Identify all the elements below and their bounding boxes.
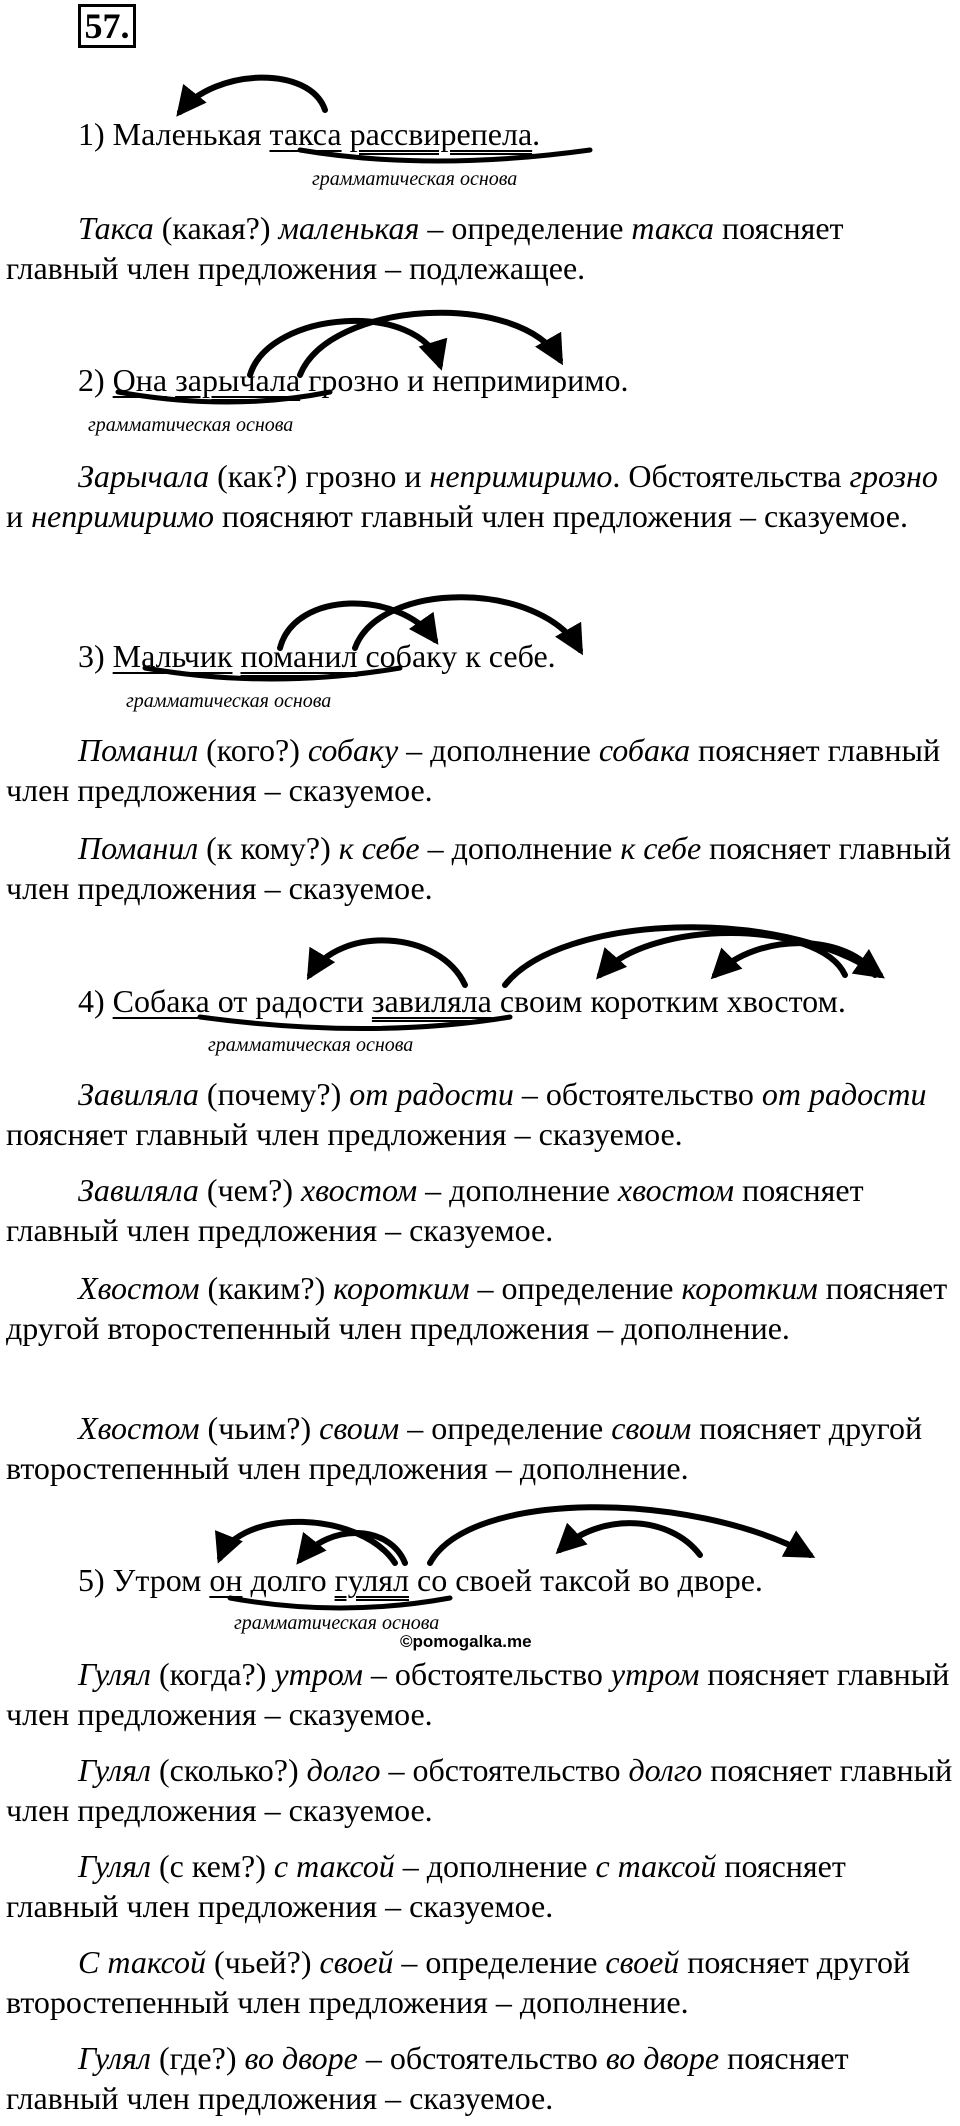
predicate-word: завиляла	[371, 983, 492, 1019]
grammar-label: грамматическая основа	[234, 1612, 440, 1634]
sentence-1	[78, 116, 540, 152]
arc-s5-c	[430, 1507, 810, 1563]
paragraph-s4-2: Завиляла (чем?) хвостом – дополнение хвостом поясняет главный член предложения – сказуемое.	[6, 1172, 864, 1248]
subject-word: Мальчик	[112, 638, 233, 674]
paragraph-s5-1: Гулял (когда?) утром – обстоятельство утром поясняет главный член предложения – сказуемое.	[6, 1656, 950, 1732]
paragraph-s4-3: Хвостом (каким?) коротким – определение коротким поясняет другой второстепенный член предложения – дополнение.	[6, 1270, 948, 1346]
sentence-number: 1)	[78, 116, 105, 152]
grammar-label: грамматическая основа	[208, 1034, 414, 1056]
paragraph-s3-1: Поманил (кого?) собаку – дополнение собака поясняет главный член предложения – сказуемое.	[6, 732, 941, 808]
sentence-5	[78, 1562, 763, 1598]
sentence-3	[78, 638, 556, 674]
grammar-label: грамматическая основа	[126, 690, 332, 712]
paragraph-s3-2: Поманил (к кому?) к себе – дополнение к себе поясняет главный член предложения – сказуемое.	[6, 830, 952, 906]
predicate-word: поманил	[240, 638, 358, 674]
subject-word: он	[209, 1562, 243, 1598]
paragraph-s1-1: Такса (какая?) маленькая – определение такса поясняет главный член предложения – подлежащее.	[6, 210, 844, 286]
arc-s4-d	[715, 943, 875, 975]
predicate-word: гулял	[334, 1562, 409, 1598]
arc-s4-a	[310, 940, 465, 985]
arc-s5-b	[300, 1533, 405, 1563]
sentence-rest: со своей таксой во дворе.	[408, 1562, 763, 1598]
sentence-number: 5)	[78, 1562, 105, 1598]
word: долго	[242, 1562, 335, 1598]
sentence-4	[78, 983, 846, 1019]
paragraph-s4-4: Хвостом (чьим?) своим – определение своим поясняет другой второстепенный член предложения – дополнение.	[6, 1410, 923, 1486]
arc-s5-a	[220, 1522, 395, 1563]
paragraph-s4-1: Завиляла (почему?) от радости – обстоятельство от радости поясняет главный член предложения – сказуемое.	[6, 1076, 927, 1152]
word: Утром	[112, 1562, 202, 1598]
sentence-rest: собаку к себе.	[357, 638, 556, 674]
sentence-number: 2)	[78, 362, 105, 398]
arc-s4-b	[505, 927, 880, 985]
task-number: 57.	[78, 4, 136, 48]
arc-s4-c	[600, 933, 845, 975]
sentence-2	[78, 362, 629, 398]
paragraph-s5-2: Гулял (сколько?) долго – обстоятельство долго поясняет главный член предложения – сказуемое.	[6, 1752, 953, 1828]
arc-s1-main	[180, 78, 325, 112]
sentence-number: 4)	[78, 983, 105, 1019]
sentence-number: 3)	[78, 638, 105, 674]
subject-word: такса	[269, 116, 342, 152]
grammar-label: грамматическая основа	[312, 168, 518, 190]
paragraph-s2-1: Зарычала (как?) грозно и непримиримо. Обстоятельства грозно и непримиримо поясняют главный член предложения – сказуемое.	[6, 458, 938, 534]
sentence-rest: грозно и непримиримо.	[300, 362, 629, 398]
bracket-s5	[230, 1598, 450, 1608]
predicate-word: зарычала	[175, 362, 301, 398]
word: от радости	[209, 983, 372, 1019]
sentence-rest: своим коротким хвостом.	[491, 983, 846, 1019]
subject-word: Собака	[112, 983, 210, 1019]
subject-word: Она	[112, 362, 168, 398]
predicate-word: рассвирепела	[349, 116, 533, 152]
grammar-label: грамматическая основа	[88, 414, 294, 436]
paragraph-s5-4: С таксой (чьей?) своей – определение своей поясняет другой второстепенный член предложения – дополнение.	[6, 1944, 911, 2020]
paragraph-s5-5: Гулял (где?) во дворе – обстоятельство во дворе поясняет главный член предложения – сказуемое.	[6, 2040, 849, 2116]
word: Маленькая	[112, 116, 262, 152]
punctuation: .	[532, 116, 541, 152]
watermark: ©pomogalka.me	[400, 1632, 532, 1651]
arc-s5-d	[560, 1523, 700, 1555]
paragraph-s5-3: Гулял (с кем?) с таксой – дополнение с таксой поясняет главный член предложения – сказуемое.	[6, 1848, 846, 1924]
